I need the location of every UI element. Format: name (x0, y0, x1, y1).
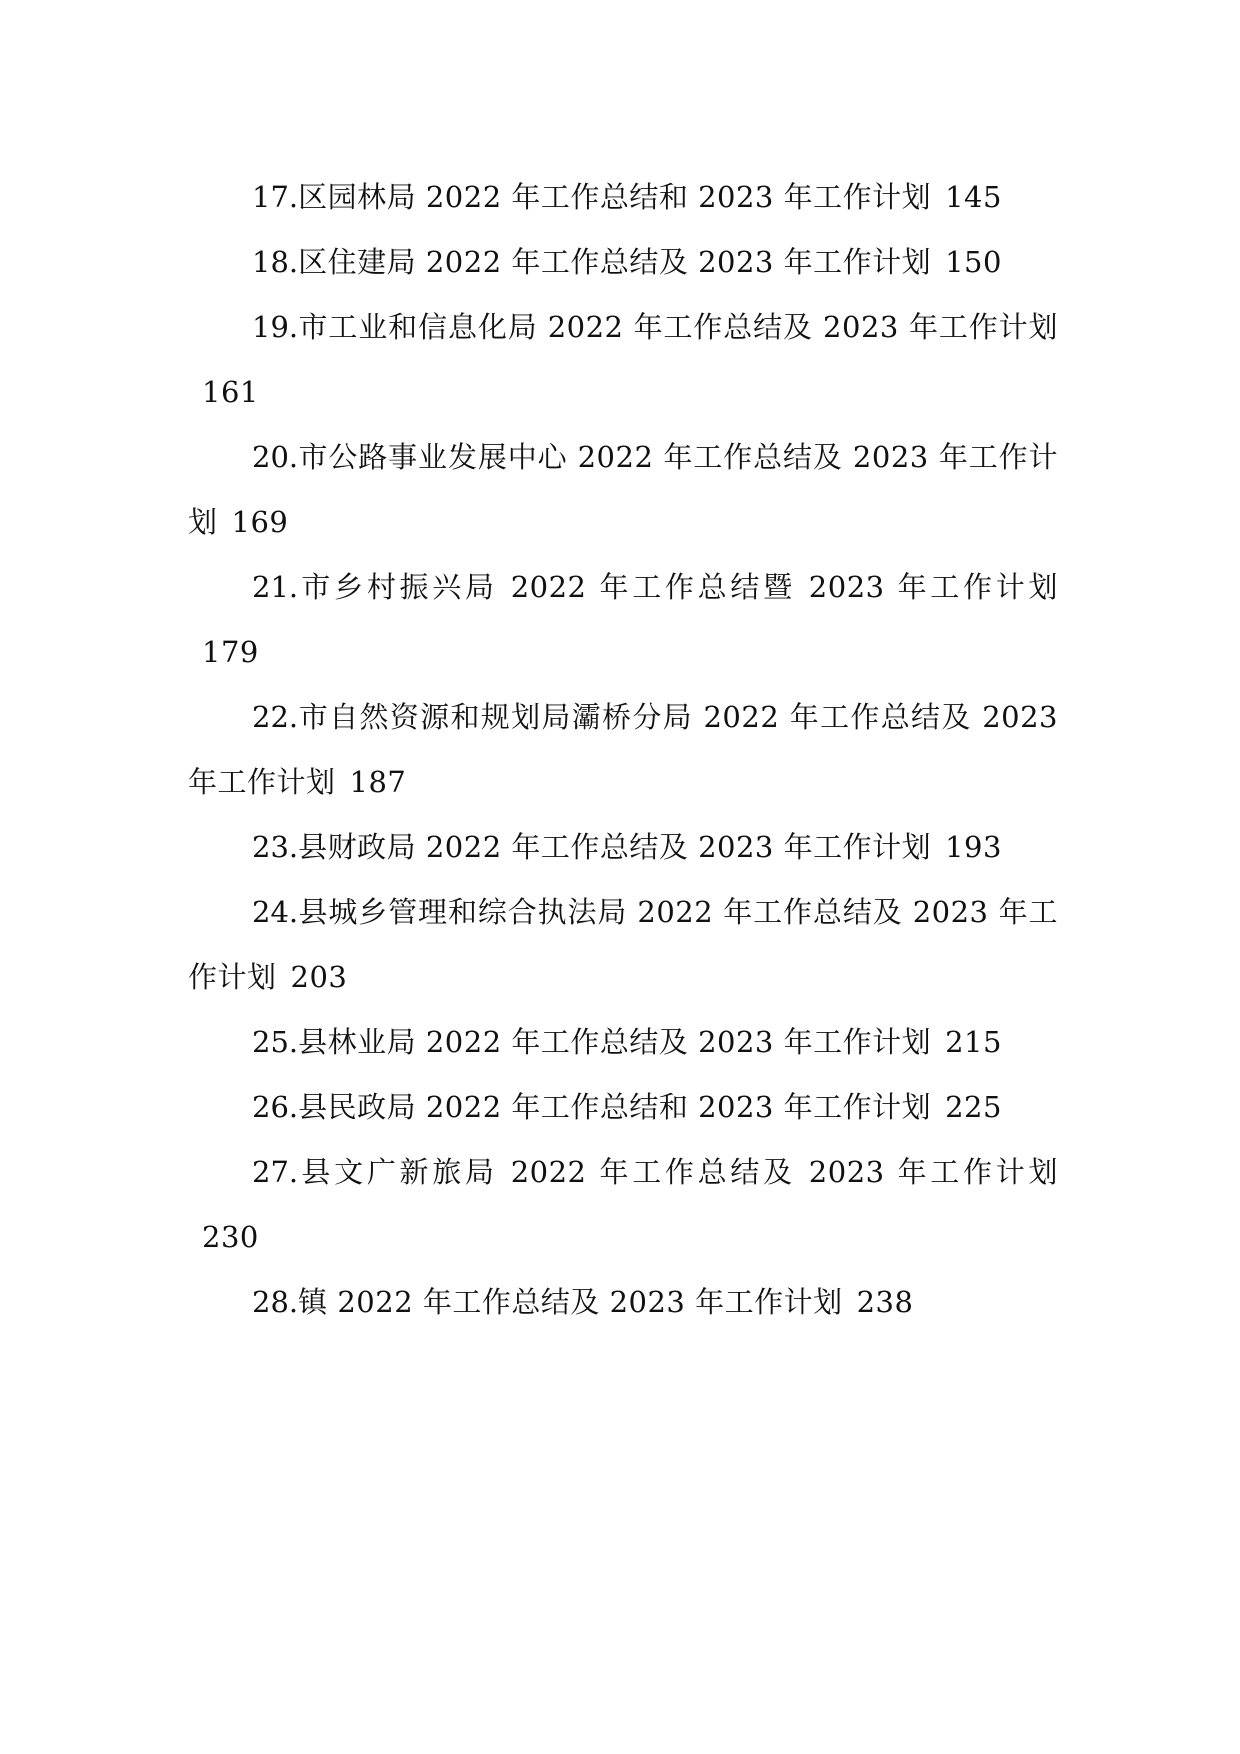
entry-title: 县林业局 2022 年工作总结及 2023 年工作计划 (298, 1025, 932, 1059)
entry-title: 县城乡管理和综合执法局 2022 年工作总结及 2023 年工作计划 (188, 895, 1058, 994)
entry-page-number: 203 (290, 960, 348, 994)
entry-title: 区园林局 2022 年工作总结和 2023 年工作计划 (298, 180, 932, 214)
toc-entry-18[interactable] (188, 230, 1058, 295)
entry-number: 17. (252, 180, 299, 214)
toc-entry-17[interactable] (188, 165, 1058, 230)
entry-page-number: 161 (202, 375, 259, 409)
entry-number: 25. (252, 1025, 299, 1059)
entry-number: 22. (252, 700, 299, 734)
toc-entry-25[interactable] (188, 1010, 1058, 1075)
entry-page-number: 145 (945, 180, 1002, 214)
toc-entry-20[interactable] (188, 425, 1058, 555)
entry-page-number: 230 (202, 1220, 259, 1254)
entry-title: 县民政局 2022 年工作总结和 2023 年工作计划 (298, 1090, 932, 1124)
entry-page-number: 193 (945, 830, 1002, 864)
entry-number: 20. (252, 440, 299, 474)
toc-entry-27[interactable] (188, 1140, 1058, 1270)
entry-page-number: 225 (945, 1090, 1002, 1124)
entry-page-number: 215 (945, 1025, 1002, 1059)
entry-title: 县文广新旅局 2022 年工作总结及 2023 年工作计划 (298, 1155, 1058, 1189)
table-of-contents (188, 165, 1058, 1335)
entry-title: 市自然资源和规划局灞桥分局 2022 年工作总结及 2023 年工作计划 (188, 700, 1058, 799)
toc-entry-23[interactable] (188, 815, 1058, 880)
toc-entry-22[interactable] (188, 685, 1058, 815)
entry-number: 27. (252, 1155, 299, 1189)
entry-number: 19. (252, 310, 299, 344)
entry-page-number: 150 (945, 245, 1002, 279)
entry-number: 23. (252, 830, 299, 864)
toc-entry-26[interactable] (188, 1075, 1058, 1140)
entry-number: 21. (252, 570, 299, 604)
entry-title: 市公路事业发展中心 2022 年工作总结及 2023 年工作计划 (188, 440, 1058, 539)
entry-page-number: 169 (231, 505, 289, 539)
entry-number: 24. (252, 895, 299, 929)
toc-entry-24[interactable] (188, 880, 1058, 1010)
toc-entry-19[interactable] (188, 295, 1058, 425)
entry-page-number: 179 (202, 635, 259, 669)
toc-entry-21[interactable] (188, 555, 1058, 685)
entry-title: 镇 2022 年工作总结及 2023 年工作计划 (298, 1285, 843, 1319)
entry-number: 28. (252, 1285, 299, 1319)
entry-number: 18. (252, 245, 299, 279)
toc-entry-28[interactable] (188, 1270, 1058, 1335)
entry-title: 县财政局 2022 年工作总结及 2023 年工作计划 (298, 830, 932, 864)
entry-page-number: 238 (856, 1285, 914, 1319)
entry-page-number: 187 (349, 765, 407, 799)
entry-title: 市工业和信息化局 2022 年工作总结及 2023 年工作计划 (298, 310, 1058, 344)
entry-title: 区住建局 2022 年工作总结及 2023 年工作计划 (298, 245, 932, 279)
entry-title: 市乡村振兴局 2022 年工作总结暨 2023 年工作计划 (298, 570, 1058, 604)
entry-number: 26. (252, 1090, 299, 1124)
